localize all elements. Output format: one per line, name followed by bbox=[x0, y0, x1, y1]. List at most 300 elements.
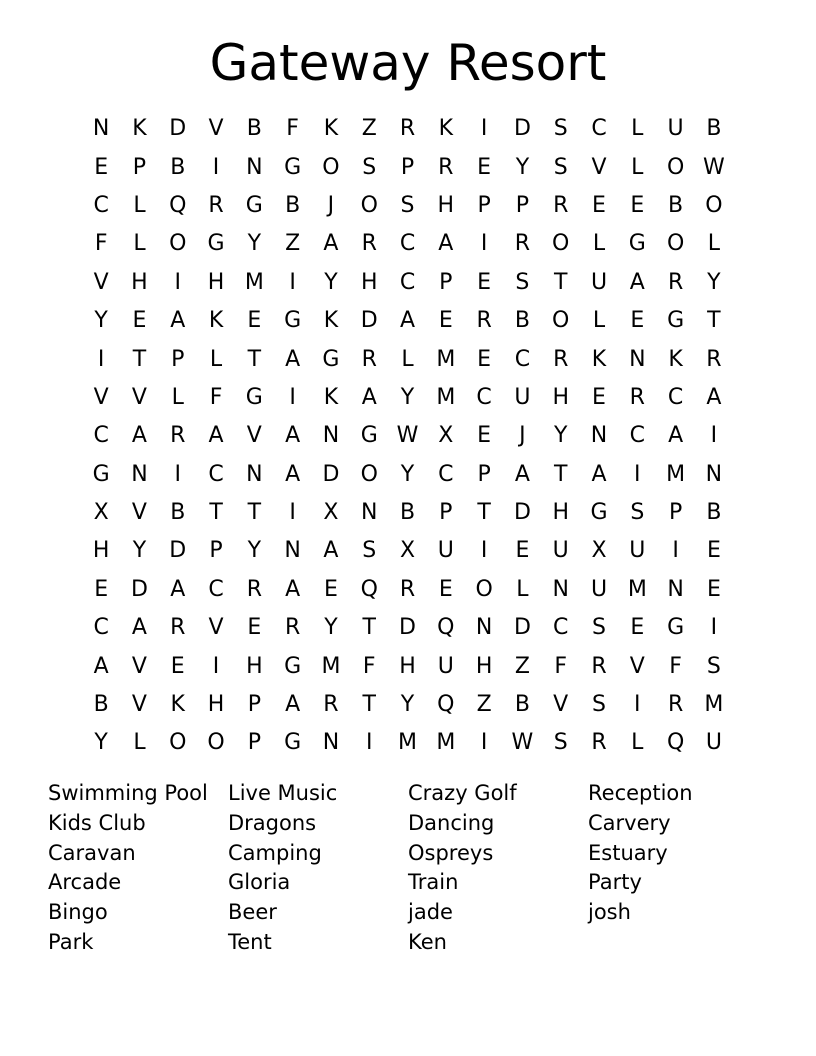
grid-letter: O bbox=[169, 730, 187, 756]
grid-letter: R bbox=[170, 423, 186, 449]
grid-letter: A bbox=[285, 576, 301, 602]
grid-letter: V bbox=[591, 154, 607, 180]
grid-letter: E bbox=[706, 538, 721, 564]
grid-letter: Y bbox=[247, 231, 262, 257]
grid-letter: S bbox=[706, 653, 721, 679]
grid-letter: F bbox=[362, 653, 376, 679]
grid-letter: M bbox=[704, 692, 724, 718]
grid-row bbox=[82, 110, 734, 148]
grid-letter: O bbox=[322, 154, 340, 180]
grid-letter: N bbox=[284, 538, 301, 564]
grid-letter: L bbox=[707, 231, 721, 257]
search-word: Estuary bbox=[588, 840, 668, 865]
grid-letter: J bbox=[519, 423, 526, 449]
grid-row bbox=[82, 647, 734, 685]
grid-letter: W bbox=[703, 154, 725, 180]
grid-letter: F bbox=[669, 653, 682, 679]
grid-letter: I bbox=[289, 500, 296, 526]
grid-letter: L bbox=[171, 384, 184, 410]
grid-letter: C bbox=[208, 461, 224, 487]
grid-letter: R bbox=[591, 730, 607, 756]
search-word: Park bbox=[48, 929, 94, 954]
grid-letter: D bbox=[130, 576, 148, 602]
search-word: jade bbox=[408, 900, 453, 925]
search-word: Gloria bbox=[228, 870, 291, 895]
word-column bbox=[408, 779, 588, 958]
grid-letter: E bbox=[477, 269, 492, 295]
grid-letter: C bbox=[399, 231, 416, 257]
grid-letter: L bbox=[133, 730, 146, 756]
grid-letter: C bbox=[399, 269, 416, 295]
grid-letter: E bbox=[515, 538, 530, 564]
grid-letter: T bbox=[247, 500, 262, 526]
grid-letter: R bbox=[591, 653, 607, 679]
grid-letter: I bbox=[480, 116, 488, 142]
grid-row bbox=[82, 532, 734, 570]
grid-letter: V bbox=[93, 269, 109, 295]
grid-letter: R bbox=[246, 576, 262, 602]
grid-letter: P bbox=[209, 538, 223, 564]
grid-letter: R bbox=[476, 308, 492, 334]
grid-letter: Y bbox=[400, 461, 415, 487]
grid-letter: P bbox=[247, 692, 261, 718]
grid-letter: E bbox=[94, 154, 109, 180]
grid-letter: G bbox=[284, 730, 302, 756]
grid-letter: E bbox=[477, 423, 492, 449]
grid-letter: A bbox=[323, 538, 339, 564]
grid-letter: R bbox=[399, 116, 416, 142]
search-word: Camping bbox=[228, 840, 322, 865]
grid-letter: Q bbox=[666, 730, 685, 756]
grid-letter: H bbox=[246, 653, 263, 679]
grid-letter: P bbox=[171, 346, 185, 372]
grid-letter: N bbox=[705, 461, 723, 487]
grid-letter: P bbox=[477, 461, 491, 487]
grid-letter: Y bbox=[94, 308, 108, 334]
grid-letter: G bbox=[245, 192, 263, 218]
grid-letter: U bbox=[514, 384, 531, 410]
grid-letter: B bbox=[514, 692, 530, 718]
grid-letter: G bbox=[207, 231, 225, 257]
grid-letter: M bbox=[244, 269, 264, 295]
grid-letter: T bbox=[553, 269, 568, 295]
grid-row bbox=[82, 417, 734, 455]
grid-letter: R bbox=[438, 154, 454, 180]
grid-row bbox=[82, 379, 734, 417]
grid-letter: V bbox=[131, 692, 147, 718]
grid-letter: D bbox=[513, 500, 531, 526]
grid-letter: V bbox=[208, 116, 224, 142]
grid-letter: S bbox=[592, 692, 606, 718]
grid-letter: H bbox=[131, 269, 148, 295]
grid-letter: N bbox=[246, 461, 263, 487]
grid-letter: T bbox=[209, 500, 223, 526]
grid-row bbox=[82, 494, 734, 532]
search-word: Swimming Pool bbox=[48, 781, 208, 805]
grid-letter: A bbox=[399, 308, 416, 334]
grid-letter: A bbox=[285, 423, 301, 449]
grid-letter: H bbox=[552, 384, 569, 410]
grid-letter: C bbox=[667, 384, 684, 410]
grid-letter: A bbox=[361, 384, 377, 410]
grid-letter: L bbox=[133, 231, 146, 257]
grid-letter: X bbox=[438, 423, 454, 449]
grid-letter: H bbox=[207, 269, 225, 295]
search-word: Reception bbox=[588, 781, 693, 805]
grid-letter: Q bbox=[360, 576, 378, 602]
grid-letter: L bbox=[516, 576, 529, 602]
grid-row bbox=[82, 609, 734, 647]
grid-letter: I bbox=[365, 730, 373, 756]
grid-letter: R bbox=[667, 692, 684, 718]
grid-letter: P bbox=[668, 500, 683, 526]
grid-letter: O bbox=[666, 154, 685, 180]
grid-letter: U bbox=[590, 576, 608, 602]
grid-letter: A bbox=[285, 461, 301, 487]
grid-letter: U bbox=[590, 269, 608, 295]
grid-letter: R bbox=[284, 615, 301, 641]
grid-letter: I bbox=[480, 538, 488, 564]
grid-letter: G bbox=[284, 154, 302, 180]
grid-letter: I bbox=[289, 269, 296, 295]
grid-letter: C bbox=[476, 384, 492, 410]
grid-letter: K bbox=[438, 116, 454, 142]
grid-letter: S bbox=[553, 730, 568, 756]
grid-letter: N bbox=[360, 500, 378, 526]
grid-letter: R bbox=[667, 269, 684, 295]
grid-letter: G bbox=[92, 461, 110, 487]
grid-letter: E bbox=[438, 308, 453, 334]
grid-letter: Y bbox=[400, 384, 415, 410]
search-word: Tent bbox=[228, 929, 272, 954]
grid-letter: K bbox=[668, 346, 683, 372]
grid-letter: R bbox=[514, 231, 531, 257]
grid-letter: O bbox=[360, 192, 378, 218]
search-word: Ospreys bbox=[408, 840, 494, 865]
grid-letter: N bbox=[322, 730, 340, 756]
grid-row bbox=[82, 724, 734, 762]
grid-letter: L bbox=[631, 116, 644, 142]
grid-letter: P bbox=[400, 154, 415, 180]
grid-letter: G bbox=[322, 346, 340, 372]
page-title: Gateway Resort bbox=[209, 34, 607, 92]
grid-letter: G bbox=[667, 615, 685, 641]
grid-letter: R bbox=[361, 231, 377, 257]
grid-letter: C bbox=[514, 346, 531, 372]
grid-row bbox=[82, 686, 734, 724]
grid-letter: E bbox=[592, 384, 606, 410]
grid-letter: A bbox=[170, 576, 186, 602]
grid-letter: C bbox=[93, 615, 109, 641]
grid-letter: T bbox=[477, 500, 491, 526]
grid-letter: A bbox=[706, 384, 722, 410]
grid-letter: E bbox=[630, 308, 645, 334]
grid-letter: T bbox=[247, 346, 262, 372]
grid-letter: Y bbox=[324, 269, 338, 295]
grid-letter: V bbox=[93, 384, 109, 410]
grid-letter: R bbox=[361, 346, 377, 372]
word-column bbox=[48, 779, 228, 958]
grid-letter: K bbox=[323, 308, 339, 334]
grid-letter: A bbox=[208, 423, 224, 449]
grid-row bbox=[82, 571, 734, 609]
grid-letter: B bbox=[668, 192, 684, 218]
grid-letter: N bbox=[322, 423, 340, 449]
grid-letter: V bbox=[629, 653, 645, 679]
grid-letter: W bbox=[396, 423, 419, 449]
grid-letter: C bbox=[553, 615, 569, 641]
grid-letter: S bbox=[553, 116, 568, 142]
grid-letter: L bbox=[631, 730, 644, 756]
grid-letter: Y bbox=[132, 538, 147, 564]
search-word: Party bbox=[588, 870, 642, 895]
grid-letter: N bbox=[131, 461, 148, 487]
grid-letter: G bbox=[590, 500, 608, 526]
grid-letter: I bbox=[174, 269, 181, 295]
grid-letter: M bbox=[398, 730, 418, 756]
grid-letter: D bbox=[513, 116, 531, 142]
grid-letter: B bbox=[706, 116, 722, 142]
grid-letter: E bbox=[630, 615, 645, 641]
grid-letter: E bbox=[706, 576, 721, 602]
search-word: Caravan bbox=[48, 840, 136, 865]
grid-letter: O bbox=[552, 308, 570, 334]
grid-letter: O bbox=[705, 192, 723, 218]
grid-letter: N bbox=[667, 576, 684, 602]
grid-letter: H bbox=[475, 653, 493, 679]
grid-row bbox=[82, 187, 734, 225]
grid-letter: B bbox=[399, 500, 416, 526]
grid-letter: H bbox=[360, 269, 378, 295]
grid-letter: S bbox=[515, 269, 530, 295]
grid-letter: D bbox=[322, 461, 340, 487]
grid-letter: R bbox=[170, 615, 186, 641]
grid-letter: L bbox=[592, 308, 606, 334]
grid-letter: P bbox=[132, 154, 147, 180]
grid-letter: N bbox=[475, 615, 493, 641]
grid-letter: V bbox=[131, 500, 147, 526]
grid-letter: H bbox=[437, 192, 455, 218]
grid-letter: O bbox=[666, 231, 685, 257]
grid-letter: F bbox=[209, 384, 223, 410]
grid-letter: S bbox=[592, 615, 606, 641]
search-word: josh bbox=[588, 900, 631, 925]
search-word: Arcade bbox=[48, 870, 122, 895]
grid-letter: I bbox=[174, 461, 181, 487]
grid-letter: A bbox=[591, 461, 607, 487]
search-word: Dragons bbox=[228, 810, 317, 835]
grid-letter: T bbox=[553, 461, 568, 487]
grid-letter: V bbox=[246, 423, 262, 449]
grid-letter: T bbox=[707, 308, 721, 334]
grid-letter: R bbox=[553, 346, 569, 372]
grid-letter: D bbox=[360, 308, 378, 334]
grid-letter: C bbox=[93, 192, 109, 218]
search-word: Carvery bbox=[588, 810, 671, 835]
grid-letter: G bbox=[667, 308, 685, 334]
grid-row bbox=[82, 148, 734, 186]
grid-letter: D bbox=[399, 615, 416, 641]
grid-letter: N bbox=[246, 154, 263, 180]
grid-letter: I bbox=[289, 384, 296, 410]
grid-letter: V bbox=[131, 653, 147, 679]
grid-letter: I bbox=[212, 653, 220, 679]
grid-letter: E bbox=[592, 192, 606, 218]
grid-letter: V bbox=[208, 615, 224, 641]
grid-letter: N bbox=[92, 116, 110, 142]
grid-letter: A bbox=[285, 692, 301, 718]
grid-letter: T bbox=[362, 692, 376, 718]
grid-letter: B bbox=[514, 308, 530, 334]
grid-letter: I bbox=[480, 730, 488, 756]
grid-row bbox=[82, 264, 734, 302]
grid-letter: X bbox=[93, 500, 109, 526]
grid-letter: A bbox=[629, 269, 645, 295]
grid-letter: Q bbox=[437, 692, 455, 718]
grid-letter: P bbox=[439, 500, 453, 526]
grid-letter: H bbox=[552, 500, 569, 526]
grid-letter: A bbox=[323, 231, 339, 257]
grid-letter: G bbox=[245, 384, 263, 410]
grid-letter: B bbox=[93, 692, 109, 718]
grid-letter: Z bbox=[285, 231, 301, 257]
search-word: Bingo bbox=[48, 900, 108, 925]
grid-letter: F bbox=[94, 231, 108, 257]
grid-letter: K bbox=[323, 116, 339, 142]
grid-letter: E bbox=[170, 653, 185, 679]
grid-letter: S bbox=[362, 154, 377, 180]
grid-letter: I bbox=[634, 692, 641, 718]
grid-letter: Y bbox=[400, 692, 415, 718]
letter-grid bbox=[82, 110, 734, 763]
grid-letter: I bbox=[710, 615, 718, 641]
grid-letter: D bbox=[169, 116, 187, 142]
grid-letter: Y bbox=[553, 423, 568, 449]
search-word: Ken bbox=[408, 929, 447, 954]
grid-letter: E bbox=[247, 308, 262, 334]
grid-letter: L bbox=[631, 154, 644, 180]
grid-letter: R bbox=[629, 384, 645, 410]
grid-letter: E bbox=[630, 192, 645, 218]
grid-letter: K bbox=[132, 116, 147, 142]
grid-letter: F bbox=[554, 653, 568, 679]
grid-letter: L bbox=[133, 192, 146, 218]
grid-letter: I bbox=[634, 461, 641, 487]
grid-letter: G bbox=[284, 308, 302, 334]
grid-letter: U bbox=[629, 538, 646, 564]
grid-letter: I bbox=[212, 154, 220, 180]
grid-letter: U bbox=[437, 538, 454, 564]
grid-letter: B bbox=[170, 500, 186, 526]
grid-letter: I bbox=[672, 538, 679, 564]
grid-letter: I bbox=[480, 231, 488, 257]
grid-letter: O bbox=[475, 576, 493, 602]
grid-letter: G bbox=[360, 423, 378, 449]
grid-letter: X bbox=[591, 538, 607, 564]
grid-letter: Y bbox=[515, 154, 530, 180]
grid-letter: E bbox=[323, 576, 338, 602]
grid-letter: Y bbox=[324, 615, 338, 641]
grid-letter: I bbox=[710, 423, 718, 449]
word-column bbox=[228, 779, 408, 958]
grid-letter: M bbox=[666, 461, 686, 487]
grid-letter: P bbox=[247, 730, 261, 756]
grid-letter: X bbox=[399, 538, 416, 564]
grid-letter: W bbox=[511, 730, 534, 756]
word-column bbox=[588, 779, 768, 958]
grid-letter: B bbox=[246, 116, 262, 142]
grid-letter: E bbox=[438, 576, 453, 602]
grid-letter: N bbox=[590, 423, 608, 449]
grid-letter: U bbox=[552, 538, 569, 564]
grid-letter: A bbox=[131, 423, 147, 449]
grid-letter: M bbox=[321, 653, 341, 679]
grid-letter: O bbox=[552, 231, 570, 257]
grid-letter: Q bbox=[169, 192, 187, 218]
grid-letter: S bbox=[630, 500, 645, 526]
grid-letter: Y bbox=[94, 730, 108, 756]
grid-letter: O bbox=[207, 730, 225, 756]
grid-letter: A bbox=[285, 346, 301, 372]
grid-letter: Z bbox=[361, 116, 377, 142]
grid-letter: C bbox=[591, 116, 607, 142]
grid-letter: A bbox=[170, 308, 186, 334]
grid-letter: Q bbox=[437, 615, 455, 641]
grid-letter: O bbox=[360, 461, 378, 487]
grid-letter: C bbox=[208, 576, 224, 602]
grid-letter: V bbox=[553, 692, 569, 718]
search-word: Crazy Golf bbox=[408, 781, 517, 805]
grid-letter: H bbox=[92, 538, 110, 564]
grid-letter: B bbox=[285, 192, 301, 218]
grid-letter: Y bbox=[247, 538, 262, 564]
grid-letter: L bbox=[401, 346, 414, 372]
grid-row bbox=[82, 456, 734, 494]
grid-letter: G bbox=[284, 653, 302, 679]
grid-letter: X bbox=[323, 500, 339, 526]
grid-letter: L bbox=[209, 346, 223, 372]
grid-letter: M bbox=[436, 730, 456, 756]
grid-letter: K bbox=[170, 692, 185, 718]
search-word: Train bbox=[408, 870, 459, 895]
grid-letter: B bbox=[706, 500, 722, 526]
search-word: Dancing bbox=[408, 810, 495, 835]
grid-letter: P bbox=[515, 192, 530, 218]
grid-letter: R bbox=[553, 192, 569, 218]
grid-row bbox=[82, 302, 734, 340]
grid-letter: T bbox=[132, 346, 147, 372]
grid-letter: J bbox=[327, 192, 335, 218]
grid-letter: D bbox=[513, 615, 531, 641]
grid-letter: S bbox=[400, 192, 415, 218]
grid-letter: M bbox=[627, 576, 647, 602]
grid-letter: C bbox=[93, 423, 109, 449]
grid-letter: R bbox=[208, 192, 224, 218]
grid-letter: N bbox=[552, 576, 569, 602]
grid-letter: U bbox=[705, 730, 722, 756]
grid-letter: A bbox=[131, 615, 147, 641]
grid-row bbox=[82, 340, 734, 378]
grid-row bbox=[82, 225, 734, 263]
grid-letter: H bbox=[399, 653, 416, 679]
grid-letter: E bbox=[247, 615, 262, 641]
grid-letter: R bbox=[706, 346, 722, 372]
grid-letter: L bbox=[592, 231, 606, 257]
grid-letter: K bbox=[323, 384, 339, 410]
grid-letter: Z bbox=[476, 692, 492, 718]
grid-letter: M bbox=[436, 384, 456, 410]
word-list bbox=[48, 779, 788, 958]
